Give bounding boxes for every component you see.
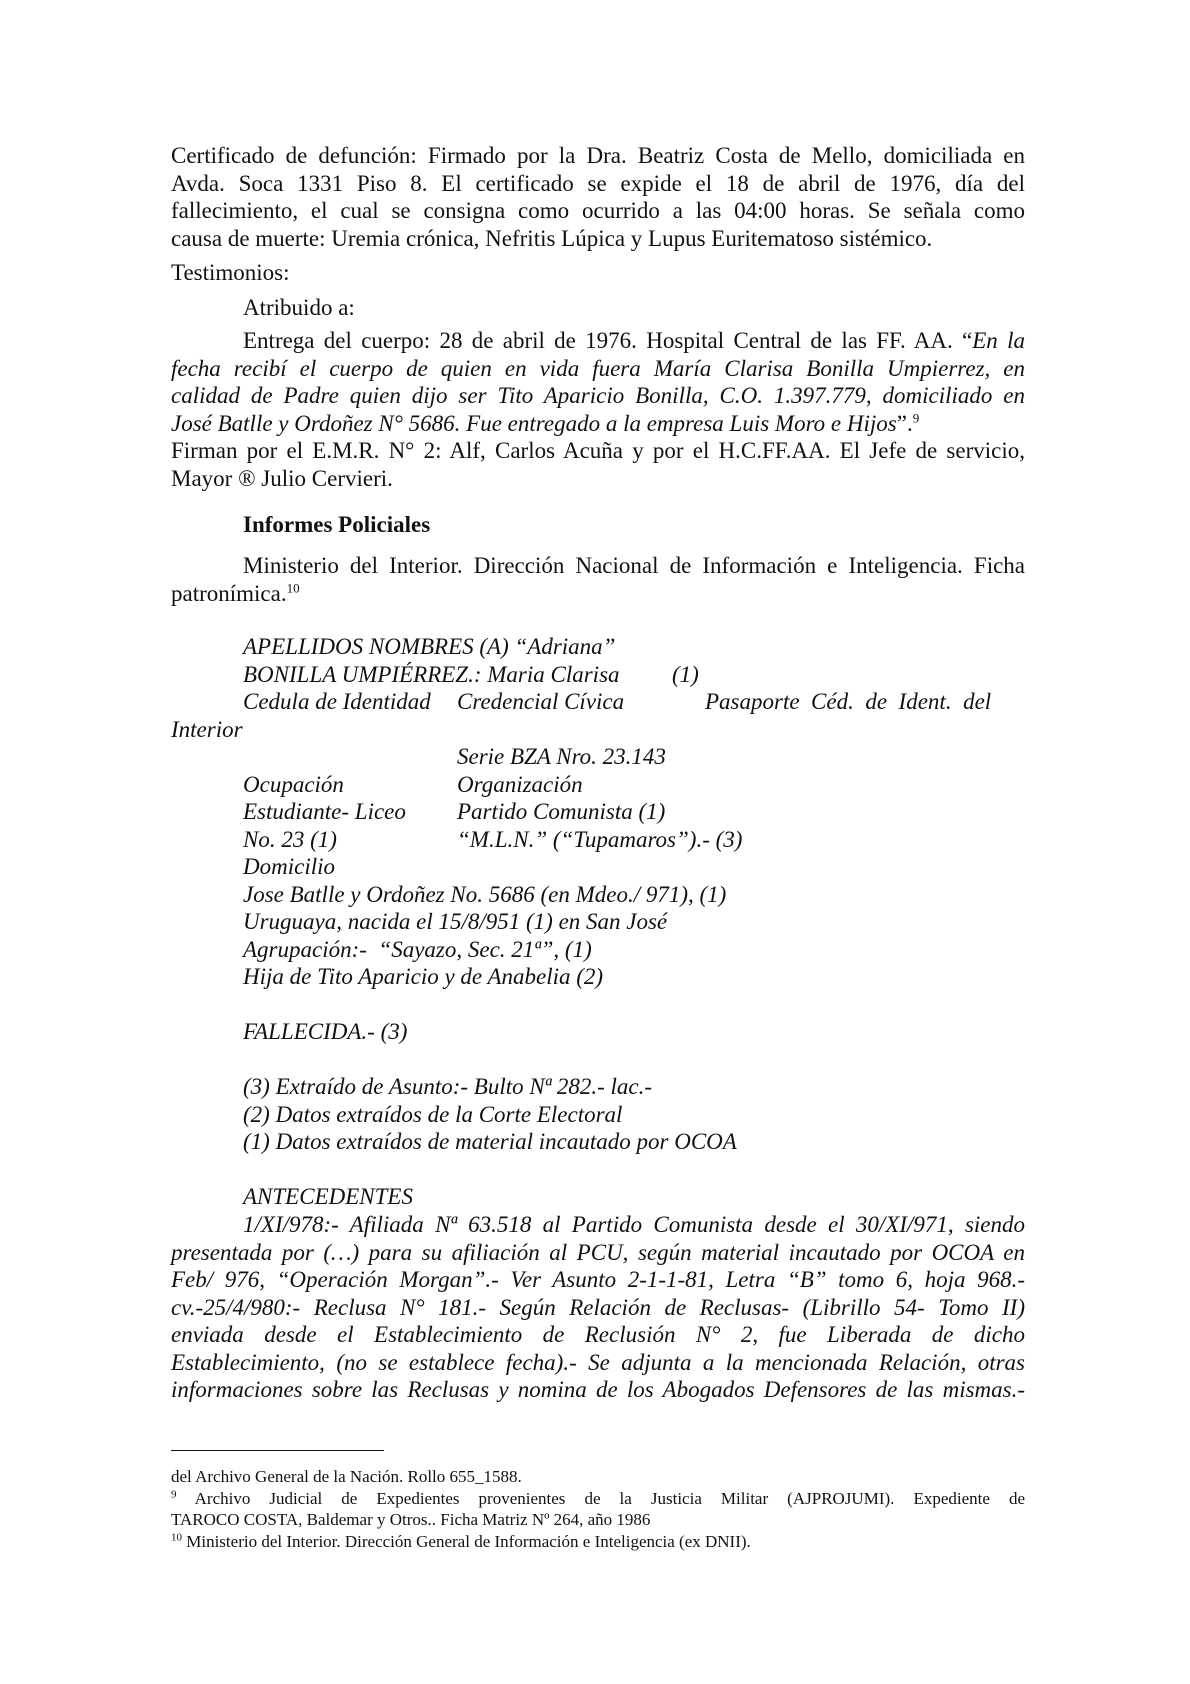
entrega-paragraph [171, 327, 1025, 492]
quote-text: José Batlle y Ordoñez N° 5686. Fue entregado a la empresa Luis Moro e Hijos [171, 410, 897, 436]
quote-line: calidad de Padre quien dijo ser Tito Aparicio Bonilla, C.O. 1.397.779, domiciliado en [171, 383, 1025, 408]
footnote-ref-9: 9 [912, 409, 920, 425]
ficha-source-3: (3) Extraído de Asunto:- Bulto Nª 282.- lac.- [243, 1074, 652, 1099]
quote-end: ”. [896, 410, 913, 436]
footnote-number-9: 9 [171, 1488, 177, 1501]
ficha-organizacion-label: Organización [457, 772, 583, 797]
text-line: Ministerio del Interior. Dirección Nacional de Información e Inteligencia. Ficha [243, 553, 1025, 578]
text-line [171, 327, 1025, 355]
antecedentes-heading: ANTECEDENTES [243, 1184, 413, 1209]
text-line [171, 1488, 1025, 1509]
quote-line [171, 410, 1025, 438]
informes-heading: Informes Policiales [243, 512, 431, 537]
ficha-fallecida: FALLECIDA.- (3) [243, 1019, 408, 1044]
antecedentes-paragraph [171, 1211, 1025, 1404]
footnote-9 [171, 1488, 1025, 1530]
ficha-agrupacion: Agrupación:- “Sayazo, Sec. 21ª”, (1) [243, 937, 592, 962]
ficha-source-2: (2) Datos extraídos de la Corte Electoral [243, 1102, 623, 1127]
ficha-bonilla-ref: (1) [672, 662, 699, 687]
footnote-10 [171, 1531, 1025, 1552]
text-span: Archivo Judicial de Expedientes provenientes de la Justicia Militar (AJPROJUMI). Expediente de [194, 1489, 1026, 1508]
text-line: Establecimiento, (no se establece fecha).- Se adjunta a la mencionada Relación, otras [171, 1349, 1025, 1375]
ficha-ocupacion-label: Ocupación [243, 772, 344, 797]
text-line: TAROCO COSTA, Baldemar y Otros.. Ficha Matriz Nº 264, año 1986 [171, 1510, 651, 1529]
text-line [171, 580, 1025, 608]
ficha-partido: Partido Comunista (1) [457, 799, 666, 824]
quote-text: En la [972, 328, 1025, 353]
text-line: presentada por (…) para su afiliación al PCU, según material incautado por OCOA en [171, 1239, 1025, 1265]
ficha-jose: Jose Batlle y Ordoñez No. 5686 (en Mdeo./ 971), (1) [243, 882, 727, 907]
ficha-pasaporte: Pasaporte Céd. de Ident. del [705, 689, 992, 714]
text-line: fallecimiento, el cual se consigna como ocurrido a las 04:00 horas. Se señala como [171, 198, 1025, 223]
footnote-ref-10: 10 [286, 579, 300, 595]
ficha-credencial: Credencial Cívica [457, 689, 625, 714]
text-line: enviada desde el Establecimiento de Reclusión N° 2, fue Liberada de dicho [171, 1322, 1025, 1347]
footnote-number-10: 10 [171, 1531, 182, 1544]
certificado-paragraph [171, 142, 1025, 252]
text-line: causa de muerte: Uremia crónica, Nefritis Lúpica y Lupus Euritematoso sistémico. [171, 225, 933, 251]
quote-line: fecha recibí el cuerpo de quien en vida fuera María Clarisa Bonilla Umpierrez, en [171, 355, 1025, 381]
atribuido-label: Atribuido a: [243, 295, 355, 320]
ficha-no23: No. 23 (1) [243, 827, 337, 852]
text-line: Feb/ 976, “Operación Morgan”.- Ver Asunto 2-1-1-81, Letra “B” tomo 6, hoja 968.- [171, 1267, 1025, 1292]
ficha-interior: Interior [171, 717, 243, 742]
ficha-serie: Serie BZA Nro. 23.143 [457, 744, 666, 769]
testimonios-heading: Testimonios: [171, 260, 290, 285]
ficha-apellidos: APELLIDOS NOMBRES (A) “Adriana” [243, 634, 616, 659]
text-line: informaciones sobre las Reclusas y nomina de los Abogados Defensores de las mismas.- [171, 1377, 1025, 1402]
ficha-mln: “M.L.N.” (“Tupamaros”).- (3) [457, 827, 743, 852]
ficha-bonilla: BONILLA UMPIÉRREZ.: Maria Clarisa [243, 662, 620, 687]
text-line: 1/XI/978:- Afiliada Nª 63.518 al Partido Comunista desde el 30/XI/971, siendo [243, 1212, 1025, 1237]
ficha-domicilio-label: Domicilio [243, 854, 335, 879]
text-line: Avda. Soca 1331 Piso 8. El certificado se expide el 18 de abril de 1976, día del [171, 170, 1025, 196]
text-line: cv.-25/4/980:- Reclusa N° 181.- Según Relación de Reclusas- (Librillo 54- Tomo II) [171, 1294, 1025, 1320]
text-line: Certificado de defunción: Firmado por la Dra. Beatriz Costa de Mello, domiciliada en [171, 143, 1025, 168]
text-line: Firman por el E.M.R. N° 2: Alf, Carlos Acuña y por el H.C.FF.AA. El Jefe de servicio, [171, 438, 1025, 463]
text-span: Ministerio del Interior. Dirección General de Información e Inteligencia (ex DNII). [186, 1532, 751, 1551]
text-span: patronímica. [171, 580, 287, 606]
ministerio-paragraph [171, 552, 1025, 607]
ficha-estudiante: Estudiante- Liceo [243, 799, 406, 824]
ficha-source-1: (1) Datos extraídos de material incautado por OCOA [243, 1129, 737, 1154]
ficha-hija: Hija de Tito Aparicio y de Anabelia (2) [243, 964, 604, 989]
entrega-text: Entrega del cuerpo: 28 de abril de 1976. Hospital Central de las FF. AA. “ [243, 328, 973, 353]
text-line: Mayor ® Julio Cervieri. [171, 465, 393, 491]
footnote-continuation: del Archivo General de la Nación. Rollo 655_1588. [171, 1467, 522, 1486]
footnote-separator [171, 1450, 384, 1451]
ficha-cedula: Cedula de Identidad [243, 689, 431, 714]
ficha-uruguaya: Uruguaya, nacida el 15/8/951 (1) en San José [243, 909, 668, 934]
